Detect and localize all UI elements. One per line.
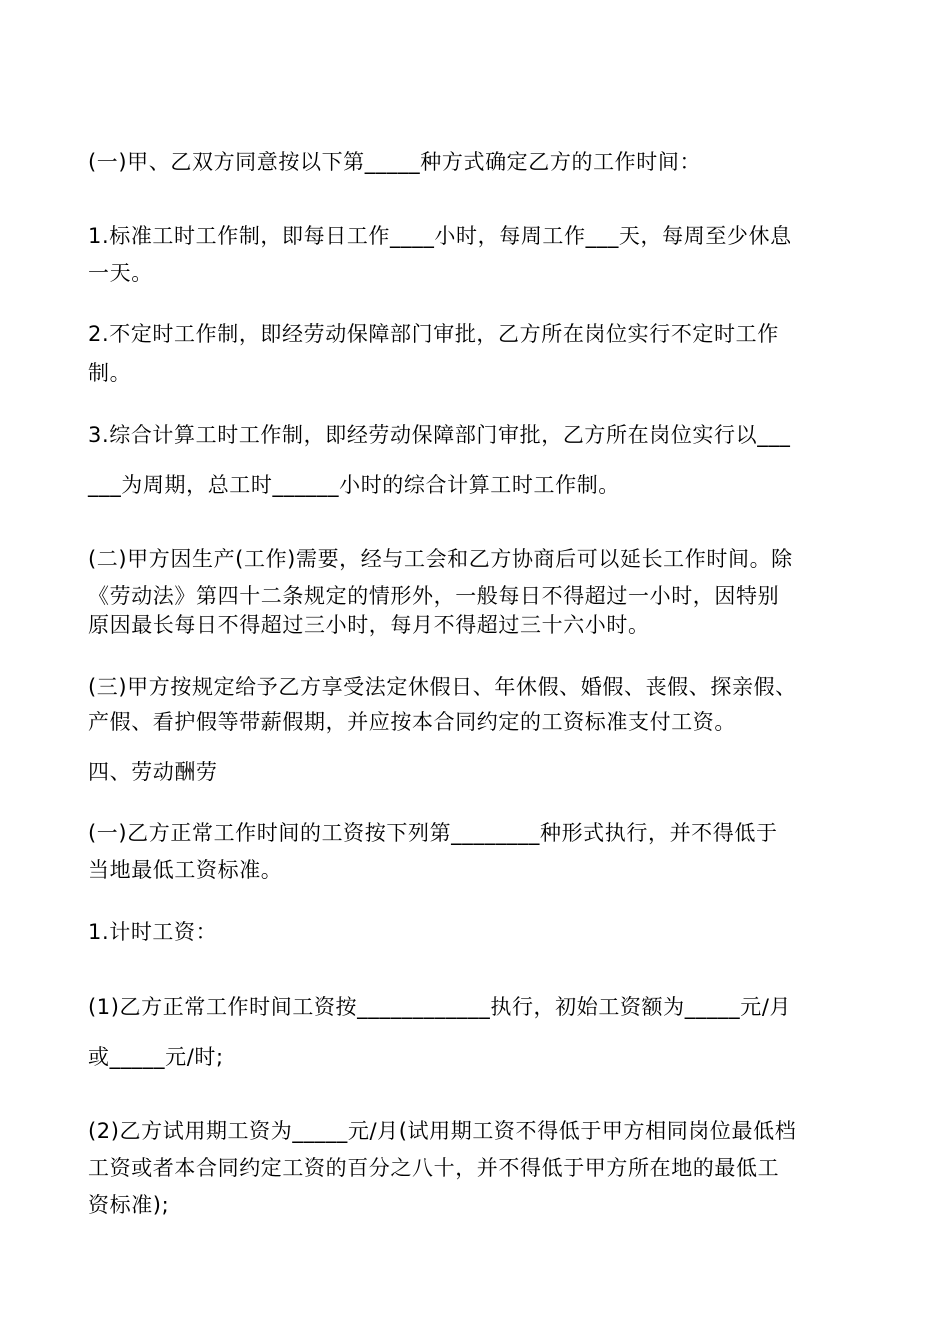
option-2-line-1: 2.不定时工作制，即经劳动保障部门审批，乙方所在岗位实行不定时工作 <box>88 322 779 346</box>
item-2-line-2: 工资或者本合同约定工资的百分之八十，并不得低于甲方所在地的最低工 <box>88 1156 780 1180</box>
clause-2-line-3: 原因最长每日不得超过三小时，每月不得超过三十六小时。 <box>88 613 650 637</box>
item-1-line-2: 或_____元/时; <box>88 1045 224 1069</box>
item-1-line-1: (1)乙方正常工作时间工资按____________执行，初始工资额为_____元/月 <box>88 995 792 1019</box>
option-2-line-2: 制。 <box>88 361 132 385</box>
clause-1-intro: (一)甲、乙双方同意按以下第_____种方式确定乙方的工作时间： <box>88 150 702 174</box>
option-1-line-2: 一天。 <box>88 261 153 285</box>
clause-3-line-2: 产假、看护假等带薪假期，并应按本合同约定的工资标准支付工资。 <box>88 710 736 734</box>
clause-3-line-1: (三)甲方按规定给予乙方享受法定休假日、年休假、婚假、丧假、探亲假、 <box>88 675 797 699</box>
section-heading: 四、劳动酬劳 <box>88 760 218 784</box>
option-1-line-1: 1.标准工时工作制，即每日工作____小时，每周工作___天，每周至少休息 <box>88 224 792 248</box>
wage-clause-line-2: 当地最低工资标准。 <box>88 858 283 882</box>
option-3-line-2: ___为周期，总工时______小时的综合计算工时工作制。 <box>88 473 620 497</box>
option-3-line-1: 3.综合计算工时工作制，即经劳动保障部门审批，乙方所在岗位实行以___ <box>88 423 791 447</box>
clause-2-line-1: (二)甲方因生产(工作)需要，经与工会和乙方协商后可以延长工作时间。除 <box>88 547 793 571</box>
hourly-wage-heading: 1.计时工资： <box>88 920 218 944</box>
item-2-line-1: (2)乙方试用期工资为_____元/月(试用期工资不得低于甲方相同岗位最低档 <box>88 1119 797 1143</box>
wage-clause-line-1: (一)乙方正常工作时间的工资按下列第________种形式执行，并不得低于 <box>88 821 778 845</box>
clause-2-line-2: 《劳动法》第四十二条规定的情形外，一般每日不得超过一小时，因特别 <box>88 584 780 608</box>
item-2-line-3: 资标准); <box>88 1193 170 1217</box>
